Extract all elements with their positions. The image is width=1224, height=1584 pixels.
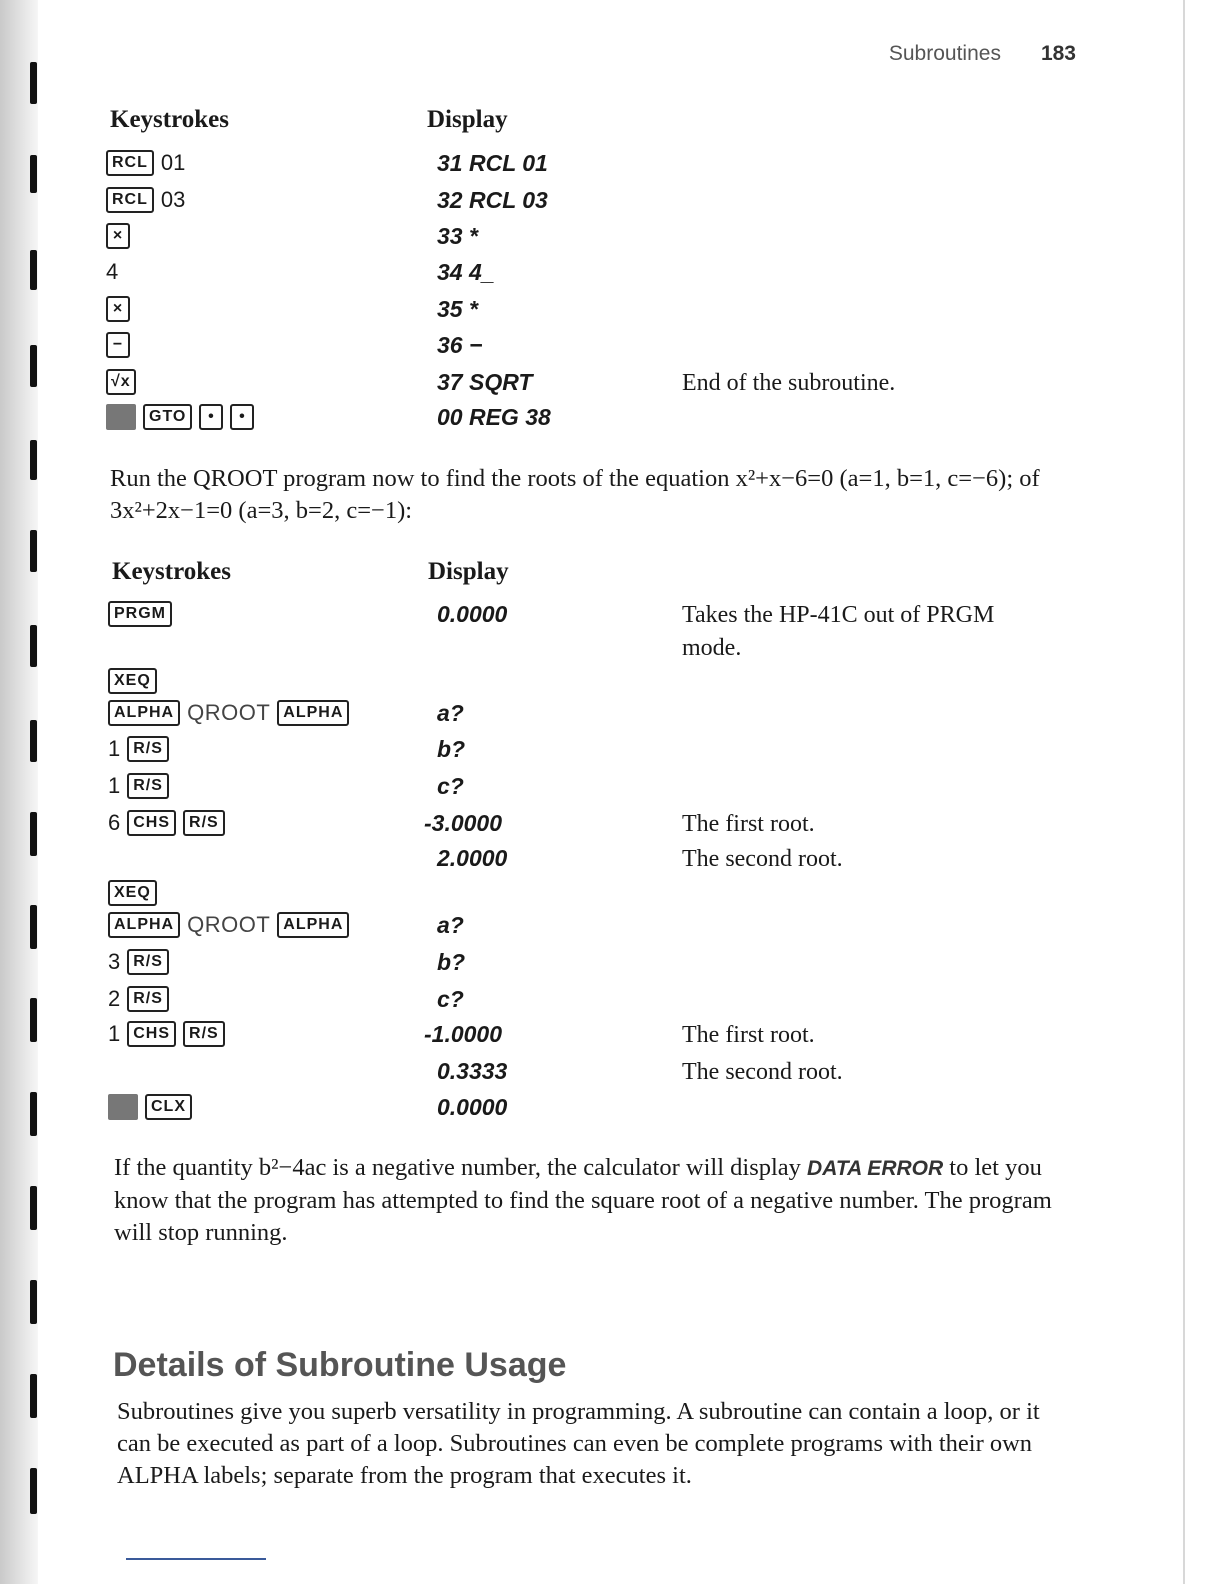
row-note: The second root. (682, 1059, 843, 1085)
display-value: 31 RCL 01 (437, 150, 548, 176)
binding-hole (30, 155, 37, 193)
keystroke-cell (108, 700, 349, 726)
keystroke-cell (106, 369, 136, 395)
binding-hole (30, 720, 37, 762)
intro-paragraph: Run the QROOT program now to find the roots of the equation x²+x−6=0 (a=1, b=1, c=−6); of 3x²+2x−1=0 (a=3, b=2, c=−1): (110, 465, 1040, 524)
binding-hole (30, 1092, 37, 1136)
keystroke-cell (108, 773, 169, 799)
shift-key (108, 1094, 138, 1120)
key-r-s: R/S (127, 773, 169, 799)
row-note: The first root. (682, 811, 815, 837)
display-value: 37 SQRT (437, 369, 533, 395)
keystroke-cell (108, 912, 349, 938)
display-value: 34 4_ (437, 259, 495, 285)
key-rcl: RCL (106, 150, 154, 176)
section-title: Details of Subroutine Usage (113, 1346, 567, 1384)
display-value: c? (437, 773, 464, 799)
key-r-s: R/S (183, 1021, 225, 1047)
digit-entry: 01 (160, 150, 186, 175)
digit-entry: 1 (108, 1021, 121, 1046)
alpha-text: QROOT (187, 912, 271, 937)
display-value: 33 * (437, 223, 478, 249)
keystroke-cell (106, 150, 185, 176)
display-value: -1.0000 (424, 1021, 503, 1047)
table2-keystrokes-heading: Keystrokes (112, 558, 231, 585)
shift-key (106, 404, 136, 430)
digit-entry: 1 (108, 736, 121, 761)
digit-entry: 6 (108, 810, 121, 835)
key-multiply: × (106, 296, 130, 322)
display-value: b? (437, 949, 466, 975)
keystroke-cell (108, 1021, 225, 1047)
data-error-paragraph (114, 1152, 1069, 1249)
key-xeq: XEQ (108, 668, 157, 694)
display-value: a? (437, 700, 464, 726)
binding-hole (30, 440, 37, 480)
header-section: Subroutines (888, 42, 1001, 65)
keystroke-cell (108, 601, 172, 627)
keystroke-cell (108, 1094, 192, 1120)
digit-entry: 3 (108, 949, 121, 974)
row-note: Takes the HP-41C out of PRGM mode. (682, 602, 995, 661)
keystroke-cell (108, 949, 169, 975)
keystroke-cell (106, 259, 118, 285)
display-value: 0.3333 (437, 1058, 508, 1084)
key-r-s: R/S (127, 986, 169, 1012)
binding-hole (30, 250, 37, 290)
binding-hole (30, 1186, 37, 1230)
keystroke-cell (108, 880, 157, 906)
key-dot: • (199, 404, 223, 430)
display-value: c? (437, 986, 464, 1012)
table2-display-heading: Display (428, 558, 509, 585)
paragraph-text: If the quantity b²−4ac is a negative number, the calculator will display (114, 1154, 808, 1181)
display-value: 0.0000 (437, 1094, 508, 1120)
binding-hole (30, 812, 37, 856)
binding-hole (30, 625, 37, 667)
digit-entry: 4 (106, 259, 119, 284)
digit-entry: 1 (108, 773, 121, 798)
key-gto: GTO (143, 404, 192, 430)
keystroke-cell (108, 986, 169, 1012)
row-note: End of the subroutine. (682, 370, 896, 396)
key-minus: − (106, 332, 130, 358)
key-multiply: × (106, 223, 130, 249)
display-value: 35 * (437, 296, 478, 322)
binding-hole (30, 345, 37, 387)
table1-display-heading: Display (427, 106, 508, 133)
key-sqrt: √x (106, 369, 136, 395)
key-rcl: RCL (106, 187, 154, 213)
binding-hole (30, 998, 37, 1042)
key-alpha: ALPHA (108, 700, 180, 726)
table1-keystrokes-heading: Keystrokes (110, 106, 229, 133)
key-chs: CHS (127, 810, 176, 836)
page-binding-shadow (0, 0, 38, 1584)
binding-hole (30, 1468, 37, 1514)
display-value: 36 − (437, 332, 483, 358)
keystroke-cell (108, 736, 169, 762)
subroutine-usage-paragraph: Subroutines give you superb versatility in programming. A subroutine can contain a loop, or it can be executed as part of a loop. Subroutines can even be complete programs with their own ALPHA labels; separate from the program that executes it. (117, 1398, 1040, 1489)
footnote-rule (126, 1558, 266, 1560)
key-alpha: ALPHA (277, 912, 349, 938)
binding-hole (30, 1374, 37, 1418)
key-r-s: R/S (127, 949, 169, 975)
key-alpha: ALPHA (277, 700, 349, 726)
page-number: 183 (1040, 42, 1076, 65)
keystroke-cell (106, 296, 130, 322)
key-r-s: R/S (183, 810, 225, 836)
binding-hole (30, 62, 37, 104)
keystroke-cell (106, 187, 185, 213)
display-data-error: DATA ERROR (807, 1157, 944, 1180)
digit-entry: 2 (108, 986, 121, 1011)
key-chs: CHS (127, 1021, 176, 1047)
key-xeq: XEQ (108, 880, 157, 906)
display-value: -3.0000 (424, 810, 503, 836)
keystroke-cell (108, 668, 157, 694)
display-value: 0.0000 (437, 601, 508, 627)
row-note: The first root. (682, 1022, 815, 1048)
display-value: 32 RCL 03 (437, 187, 548, 213)
key-alpha: ALPHA (108, 912, 180, 938)
row-note: The second root. (682, 846, 843, 872)
display-value: a? (437, 912, 464, 938)
paragraph-text: to let you know that the program has attempted to find the square root of a negative number. The program will stop running. (114, 1154, 1052, 1246)
page-edge (1183, 0, 1185, 1584)
binding-hole (30, 530, 37, 572)
keystroke-cell (106, 223, 130, 249)
keystroke-cell (106, 404, 254, 430)
key-dot: • (230, 404, 254, 430)
display-value: 2.0000 (437, 845, 508, 871)
key-r-s: R/S (127, 736, 169, 762)
running-header (889, 42, 1076, 66)
alpha-text: QROOT (187, 700, 271, 725)
keystroke-cell (108, 810, 225, 836)
key-prgm: PRGM (108, 601, 172, 627)
digit-entry: 03 (160, 187, 186, 212)
binding-hole (30, 905, 37, 949)
display-value: 00 REG 38 (437, 404, 551, 430)
keystroke-cell (106, 332, 130, 358)
key-clx: CLX (145, 1094, 192, 1120)
binding-hole (30, 1280, 37, 1324)
display-value: b? (437, 736, 466, 762)
